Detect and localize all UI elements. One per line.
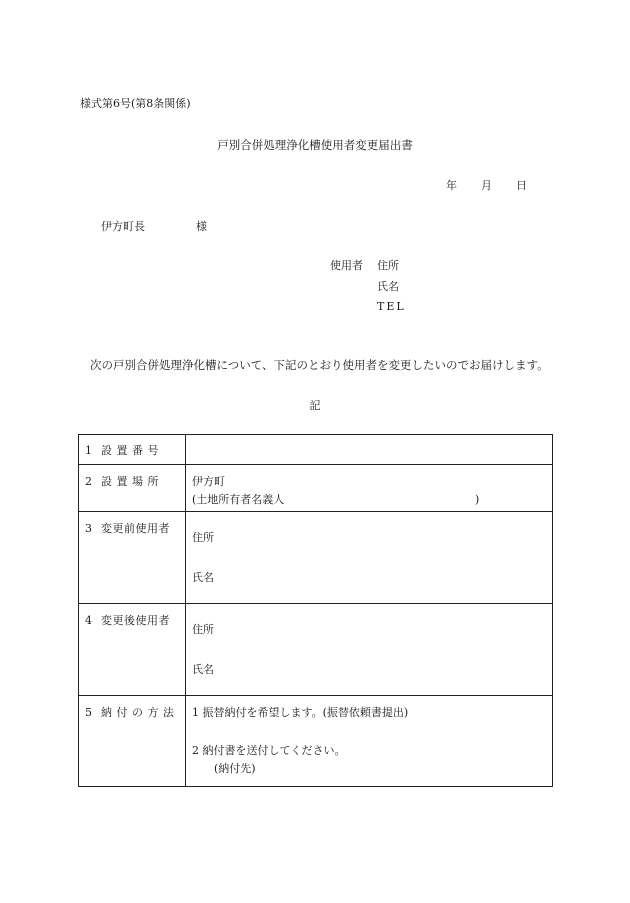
row-number: 4 bbox=[85, 614, 92, 627]
landowner-label: (土地所有者名義人 bbox=[192, 493, 285, 506]
table-row bbox=[79, 512, 553, 604]
previous-user-address-label: 住所 bbox=[192, 531, 214, 544]
applicant-label: 使用者 bbox=[330, 259, 363, 272]
row-label-text: 変更後使用者 bbox=[101, 614, 170, 627]
applicant-name-label: 氏名 bbox=[377, 280, 399, 293]
new-user-field[interactable] bbox=[186, 604, 553, 696]
applicant-tel-label: TEL bbox=[377, 300, 406, 313]
row-label bbox=[79, 696, 186, 787]
ki-heading: 記 bbox=[309, 399, 321, 412]
location-town: 伊方町 bbox=[192, 475, 225, 488]
row-number: 2 bbox=[85, 475, 92, 488]
table-row bbox=[79, 604, 553, 696]
payment-option-invoice[interactable]: 2 納付書を送付してください。 bbox=[192, 744, 346, 757]
row-number: 1 bbox=[85, 444, 92, 457]
applicant-address-label: 住所 bbox=[377, 259, 399, 272]
installation-number-field[interactable] bbox=[186, 435, 553, 465]
row-label bbox=[79, 512, 186, 604]
date-year-label: 年 bbox=[446, 179, 457, 192]
date-day-label: 日 bbox=[516, 179, 527, 192]
row-number: 5 bbox=[85, 706, 92, 719]
form-table bbox=[78, 434, 553, 787]
addressee-honorific: 様 bbox=[196, 220, 207, 233]
row-label-text: 変更前使用者 bbox=[101, 522, 170, 535]
previous-user-field[interactable] bbox=[186, 512, 553, 604]
notification-statement: 次の戸別合併処理浄化槽について、下記のとおり使用者を変更したいのでお届けします。 bbox=[90, 358, 549, 372]
row-label bbox=[79, 465, 186, 512]
row-label bbox=[79, 604, 186, 696]
row-label-text: 設 置 番 号 bbox=[101, 444, 159, 457]
row-label bbox=[79, 435, 186, 465]
addressee-name: 伊方町長 bbox=[101, 220, 145, 233]
date-month-label: 月 bbox=[481, 179, 492, 192]
row-label-text: 設 置 場 所 bbox=[101, 475, 159, 488]
new-user-address-label: 住所 bbox=[192, 623, 214, 636]
installation-location-field[interactable] bbox=[186, 465, 553, 512]
form-number: 様式第6号(第8条関係) bbox=[80, 97, 191, 110]
table-row bbox=[79, 696, 553, 787]
previous-user-name-label: 氏名 bbox=[192, 571, 214, 584]
row-number: 3 bbox=[85, 522, 92, 535]
table-row bbox=[79, 435, 553, 465]
new-user-name-label: 氏名 bbox=[192, 663, 214, 676]
payment-destination-label: (納付先) bbox=[214, 762, 256, 775]
payment-method-field[interactable] bbox=[186, 696, 553, 787]
table-row bbox=[79, 465, 553, 512]
document-title: 戸別合併処理浄化槽使用者変更届出書 bbox=[217, 138, 413, 152]
row-label-text: 納 付 の 方 法 bbox=[101, 706, 175, 719]
landowner-close-paren: ) bbox=[475, 493, 480, 506]
payment-option-transfer[interactable]: 1 振替納付を希望します。(振替依頼書提出) bbox=[192, 706, 409, 719]
